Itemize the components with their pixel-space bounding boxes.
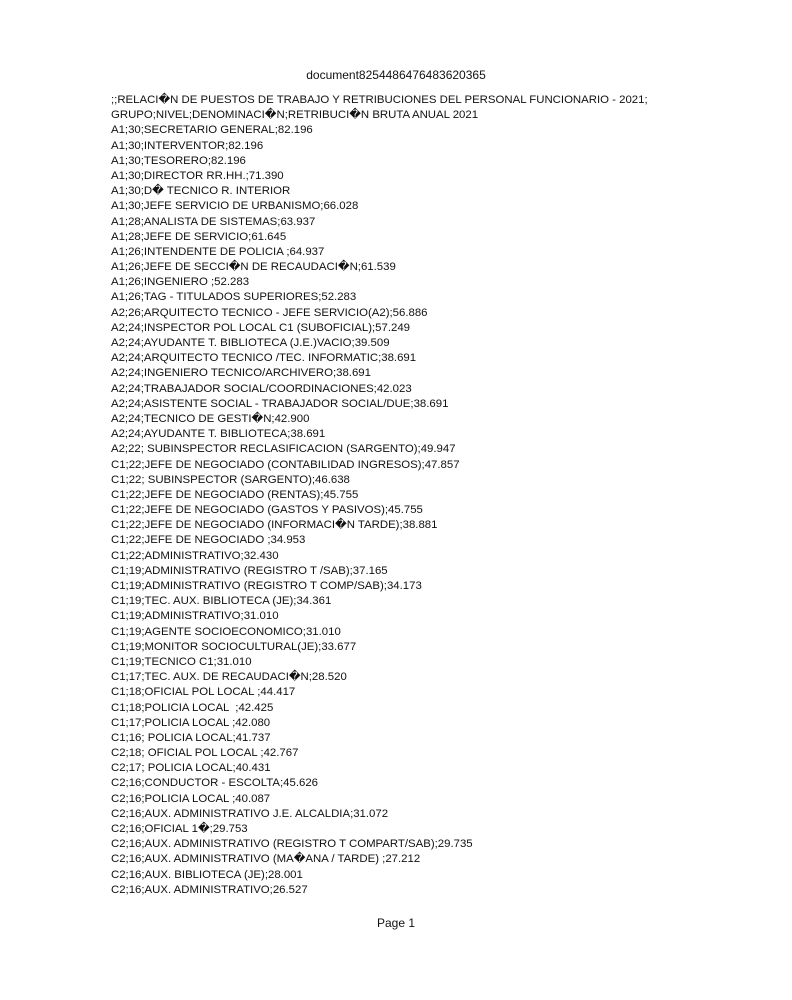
- document-line: A1;26;INTENDENTE DE POLICIA ;64.937: [111, 245, 325, 258]
- document-line: C1;17;POLICIA LOCAL ;42.080: [111, 716, 271, 729]
- document-line: A1;28;ANALISTA DE SISTEMAS;63.937: [111, 215, 316, 228]
- document-line: A1;28;JEFE DE SERVICIO;61.645: [111, 230, 287, 243]
- document-line: C2;17; POLICIA LOCAL;40.431: [111, 762, 271, 775]
- document-title: document8254486476483620365: [306, 68, 486, 82]
- document-line: C1;19;ADMINISTRATIVO (REGISTRO T /SAB);37.165: [111, 564, 388, 577]
- document-line: C1;18;POLICIA LOCAL ;42.425: [111, 701, 274, 714]
- document-line: GRUPO;NIVEL;DENOMINACI�N;RETRIBUCI�N BRUTA ANUAL 2021: [111, 109, 479, 122]
- document-line: C1;17;TEC. AUX. DE RECAUDACI�N;28.520: [111, 671, 347, 684]
- document-line: C1;19;TEC. AUX. BIBLIOTECA (JE);34.361: [111, 595, 332, 608]
- document-line: A2;24;INSPECTOR POL LOCAL C1 (SUBOFICIAL);57.249: [111, 321, 411, 334]
- document-line: C1;22; SUBINSPECTOR (SARGENTO);46.638: [111, 473, 350, 486]
- document-line: C1;22;JEFE DE NEGOCIADO (RENTAS);45.755: [111, 488, 359, 501]
- document-line: A2;24;ARQUITECTO TECNICO /TEC. INFORMATIC;38.691: [111, 352, 417, 365]
- document-line: C1;19;ADMINISTRATIVO (REGISTRO T COMP/SAB);34.173: [111, 580, 422, 592]
- document-line: A2;24;AYUDANTE T. BIBLIOTECA (J.E.)VACIO;39.509: [111, 337, 390, 349]
- document-line: C1;22;JEFE DE NEGOCIADO ;34.953: [111, 534, 306, 547]
- document-line: C2;16;AUX. BIBLIOTECA (JE);28.001: [111, 868, 303, 881]
- document-line: C2;16;POLICIA LOCAL ;40.087: [111, 792, 271, 805]
- document-line: A2;26;ARQUITECTO TECNICO - JEFE SERVICIO(A2);56.886: [111, 306, 428, 319]
- document-line: C1;22;JEFE DE NEGOCIADO (CONTABILIDAD INGRESOS);47.857: [111, 458, 460, 471]
- document-line: C1;16; POLICIA LOCAL;41.737: [111, 731, 271, 744]
- document-line: C2;16;AUX. ADMINISTRATIVO (REGISTRO T COMPART/SAB);29.735: [111, 838, 473, 851]
- document-line: C2;16;OFICIAL 1�;29.753: [111, 823, 248, 835]
- document-line: A1;30;TESORERO;82.196: [111, 154, 246, 167]
- document-line: A1;30;INTERVENTOR;82.196: [111, 139, 264, 152]
- document-line: C1;22;JEFE DE NEGOCIADO (INFORMACI�N TARDE);38.881: [111, 519, 438, 532]
- document-line: A1;30;JEFE SERVICIO DE URBANISMO;66.028: [111, 200, 359, 213]
- document-line: A2;24;TRABAJADOR SOCIAL/COORDINACIONES;42.023: [111, 382, 412, 395]
- document-line: C2;16;AUX. ADMINISTRATIVO J.E. ALCALDIA;31.072: [111, 807, 389, 820]
- document-line: A1;26;TAG - TITULADOS SUPERIORES;52.283: [111, 291, 357, 304]
- document-line: A2;24;AYUDANTE T. BIBLIOTECA;38.691: [111, 428, 326, 441]
- document-line: C1;19;ADMINISTRATIVO;31.010: [111, 610, 279, 623]
- page-number: Page 1: [376, 916, 416, 930]
- document-line: A2;24;TECNICO DE GESTI�N;42.900: [111, 412, 310, 425]
- document-line: C1;22;JEFE DE NEGOCIADO (GASTOS Y PASIVOS);45.755: [111, 504, 423, 517]
- document-line: A2;24;ASISTENTE SOCIAL - TRABAJADOR SOCIAL/DUE;38.691: [111, 397, 449, 410]
- document-body: [111, 93, 751, 898]
- document-line: C1;19;TECNICO C1;31.010: [111, 655, 252, 668]
- document-line: C2;16;CONDUCTOR - ESCOLTA;45.626: [111, 777, 318, 790]
- document-line: C2;18; OFICIAL POL LOCAL ;42.767: [111, 747, 299, 760]
- document-line: A1;26;JEFE DE SECCI�N DE RECAUDACI�N;61.539: [111, 261, 396, 274]
- document-line: A2;24;INGENIERO TECNICO/ARCHIVERO;38.691: [111, 367, 371, 380]
- document-line: A2;22; SUBINSPECTOR RECLASIFICACION (SARGENTO);49.947: [111, 443, 456, 456]
- document-line: A1;30;DIRECTOR RR.HH.;71.390: [111, 169, 284, 182]
- document-line: A1;26;INGENIERO ;52.283: [111, 276, 250, 289]
- document-line: A1;30;D� TECNICO R. INTERIOR: [111, 185, 291, 198]
- document-line: C2;16;AUX. ADMINISTRATIVO (MA�ANA / TARDE) ;27.212: [111, 853, 421, 866]
- document-line: A1;30;SECRETARIO GENERAL;82.196: [111, 124, 313, 137]
- document-line: C1;22;ADMINISTRATIVO;32.430: [111, 549, 279, 562]
- document-line: C1;19;AGENTE SOCIOECONOMICO;31.010: [111, 625, 341, 638]
- document-line: C2;16;AUX. ADMINISTRATIVO;26.527: [111, 883, 308, 896]
- document-line: ;;RELACI�N DE PUESTOS DE TRABAJO Y RETRIBUCIONES DEL PERSONAL FUNCIONARIO - 2021;: [111, 94, 648, 106]
- document-line: C1;19;MONITOR SOCIOCULTURAL(JE);33.677: [111, 640, 357, 653]
- document-line: C1;18;OFICIAL POL LOCAL ;44.417: [111, 686, 296, 699]
